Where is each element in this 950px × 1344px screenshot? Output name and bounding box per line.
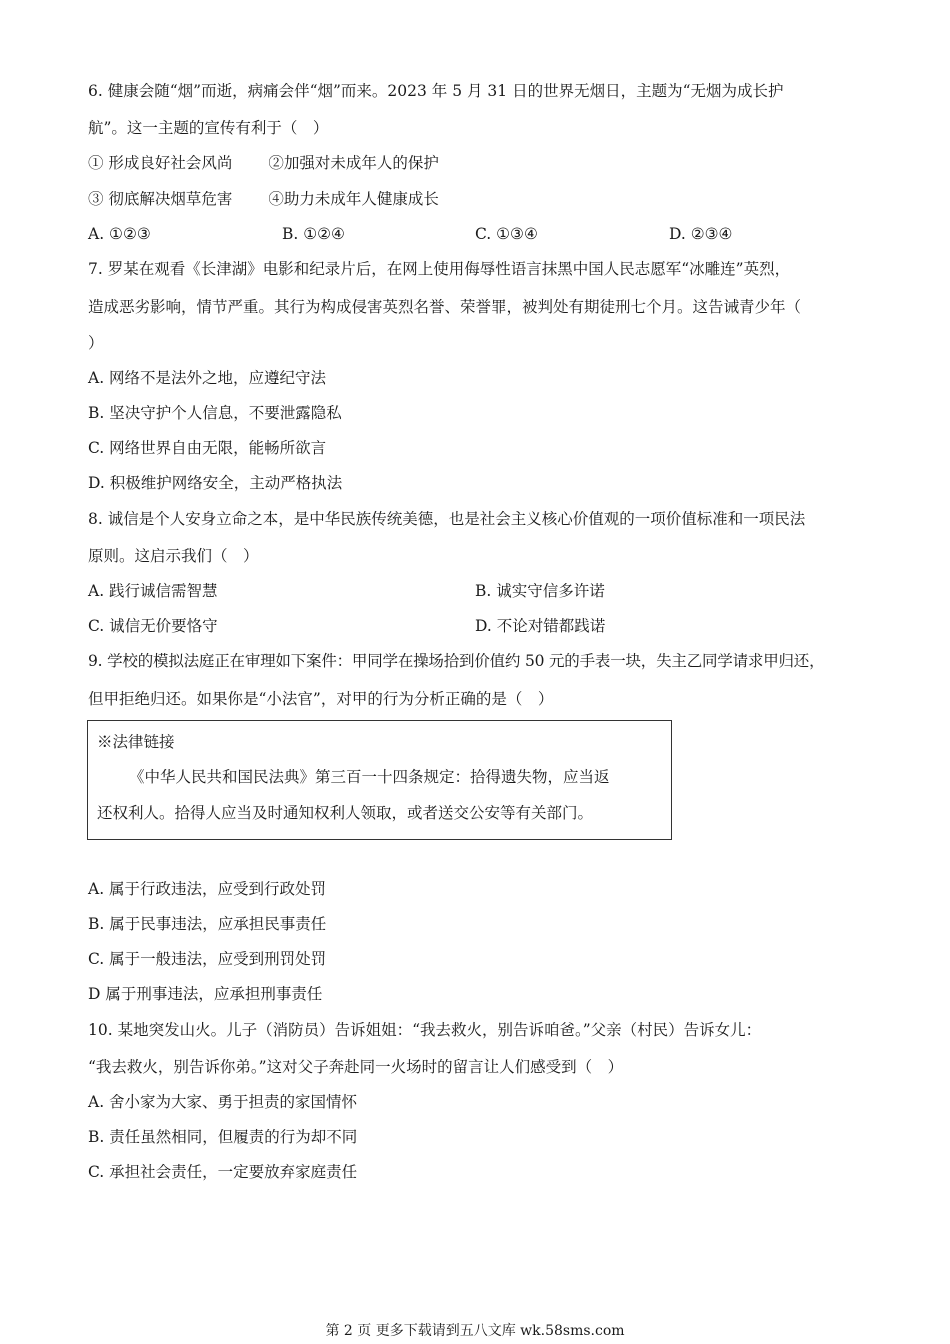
q7-option-a: A. 网络不是法外之地，应遵纪守法	[88, 369, 327, 387]
q7-option-c: C. 网络世界自由无限，能畅所欲言	[88, 439, 327, 457]
q6-option-a: A. ①②③	[88, 225, 151, 243]
q8-stem-line2: 原则。这启示我们（ ）	[88, 547, 259, 565]
q8-option-b: B. 诚实守信多许诺	[475, 582, 605, 600]
q6-stem-line1: 6. 健康会随“烟”而逝，病痛会伴“烟”而来。2023 年 5 月 31 日的世界无烟日，主题为“无烟为成长护	[88, 82, 784, 100]
q6-item-row1: ① 形成良好社会风尚 ②加强对未成年人的保护	[88, 154, 439, 172]
q7-option-d: D. 积极维护网络安全，主动严格执法	[88, 474, 343, 492]
q9-stem-line1: 9. 学校的模拟法庭正在审理如下案件：甲同学在操场拾到价值约 50 元的手表一块，失主乙同学请求甲归还，	[88, 652, 825, 670]
q7-stem-line1: 7. 罗某在观看《长津湖》电影和纪录片后，在网上使用侮辱性语言抹黑中国人民志愿军“冰雕连”英烈，	[88, 260, 791, 278]
q8-option-c: C. 诚信无价要恪守	[88, 617, 218, 635]
q6-item-row2: ③ 彻底解决烟草危害 ④助力未成年人健康成长	[88, 190, 439, 208]
q8-option-d: D. 不论对错都践诺	[475, 617, 606, 635]
q6-stem-line2: 航”。这一主题的宣传有利于（ ）	[88, 119, 329, 137]
q9-stem-line2: 但甲拒绝归还。如果你是“小法官”，对甲的行为分析正确的是（ ）	[88, 690, 554, 708]
law-link-title: ※法律链接	[97, 733, 175, 751]
q10-option-c: C. 承担社会责任，一定要放弃家庭责任	[88, 1163, 358, 1181]
q6-option-c: C. ①③④	[475, 225, 538, 243]
q10-stem-line2: “我去救火，别告诉你弟。”这对父子奔赴同一火场时的留言让人们感受到（ ）	[88, 1058, 624, 1076]
q7-option-b: B. 坚决守护个人信息，不要泄露隐私	[88, 404, 342, 422]
law-link-box	[87, 720, 672, 840]
law-link-text-line1: 《中华人民共和国民法典》第三百一十四条规定：拾得遗失物，应当返	[129, 768, 610, 786]
q8-stem-line1: 8. 诚信是个人安身立命之本，是中华民族传统美德，也是社会主义核心价值观的一项价值标准和一项民法	[88, 510, 806, 528]
q10-option-b: B. 责任虽然相同，但履责的行为却不同	[88, 1128, 358, 1146]
page-footer: 第 2 页 更多下载请到五八文库 wk.58sms.com	[325, 1323, 625, 1339]
q10-option-a: A. 舍小家为大家、勇于担责的家国情怀	[88, 1093, 358, 1111]
q9-option-a: A. 属于行政违法，应受到行政处罚	[88, 880, 327, 898]
q9-option-b: B. 属于民事违法，应承担民事责任	[88, 915, 327, 933]
q8-option-a: A. 践行诚信需智慧	[88, 582, 218, 600]
q6-option-d: D. ②③④	[669, 225, 733, 243]
law-link-text-line2: 还权利人。拾得人应当及时通知权利人领取，或者送交公安等有关部门。	[97, 804, 594, 822]
q9-option-d: D 属于刑事违法，应承担刑事责任	[88, 985, 323, 1003]
q10-stem-line1: 10. 某地突发山火。儿子（消防员）告诉姐姐：“我去救火，别告诉咱爸。”父亲（村民）告诉女儿：	[88, 1021, 762, 1039]
q7-stem-line3: ）	[88, 334, 104, 352]
q7-stem-line2: 造成恶劣影响，情节严重。其行为构成侵害英烈名誉、荣誉罪，被判处有期徒刑七个月。这告诫青少年（	[88, 298, 802, 316]
q6-option-b: B. ①②④	[282, 225, 345, 243]
q9-option-c: C. 属于一般违法，应受到刑罚处罚	[88, 950, 327, 968]
